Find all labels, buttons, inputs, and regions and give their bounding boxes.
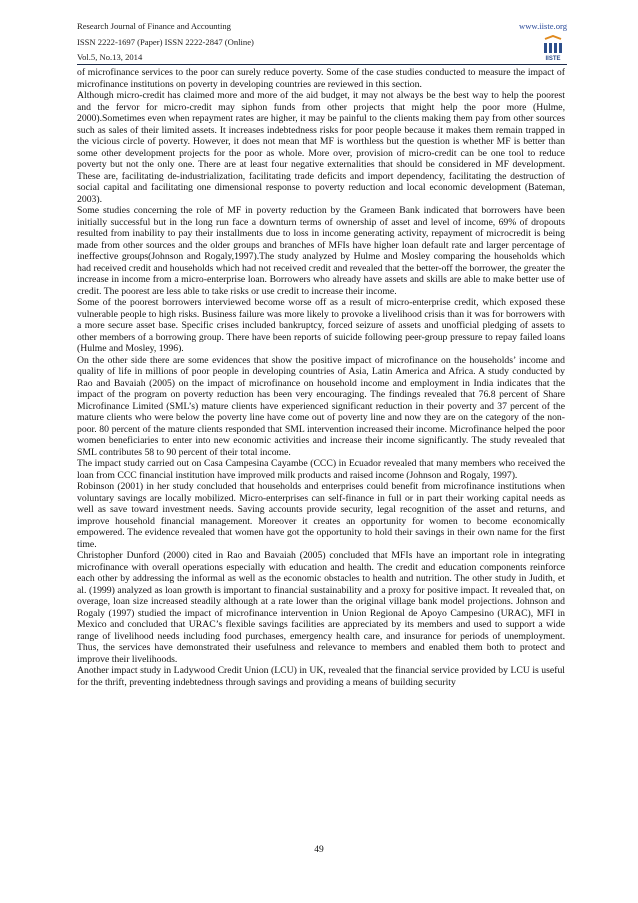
paragraph: Some studies concerning the role of MF in poverty reduction by the Grameen Bank indicated that borrowers have been initially successful but in the long run face a downturn terms of ownership of asset and level of income, 69% of dropouts resulted from inability to pay their installments due to loss in income generating activity, repayment of microcredit is being made from other sources and the older groups and branches of MFIs have higher loan default rate and larger percentage of ineffective groups(Johnson and Rogaly,1997).The study analyzed by Hulme and Mosley comparing the households which had received credit and households which had not received credit and revealed that the better-off the borrower, the greater the increase in income from a micro-enterprise loan. Borrowers who already have assets and skills are able to make better use of credit. The poorest are less able to take risks or use credit to increase their income.	[77, 205, 565, 297]
journal-url-link[interactable]: www.iiste.org	[519, 21, 567, 31]
journal-volume: Vol.5, No.13, 2014	[77, 52, 143, 62]
paragraph: Robinson (2001) in her study concluded that households and enterprises could benefit from microfinance institutions when voluntary savings are locally mobilized. Micro-enterprises can self-finance in full or in part their working capital needs as well as save toward investment needs. Saving accounts provide security, legal recognition of the asset and returns, and improve household financial management. Moreover it creates an opportunity for women to become economically empowered. The evidence revealed that women have got the opportunity to hold their savings in their own name for the first time.	[77, 481, 565, 550]
logo-text: IISTE	[545, 56, 561, 61]
journal-info	[77, 19, 254, 66]
iiste-logo-icon	[541, 35, 565, 61]
journal-issn: ISSN 2222-1697 (Paper) ISSN 2222-2847 (Online)	[77, 36, 254, 47]
page-number: 49	[314, 845, 324, 855]
header-rule	[77, 64, 567, 65]
paragraph: Although micro-credit has claimed more and more of the aid budget, it may not always be the best way to help the poorest and the fervor for micro-credit may siphon funds from other projects that might help the poor more (Hulme, 2000).Sometimes even when repayment rates are higher, it may be painful to the clients making them pay from other sources such as sales of their limited assets. It increases indebtedness risks for poor people because it makes them remain trapped in the vicious circle of poverty. However, it does not mean that MF is worthless but the question is whether MF is better than some other development projects for the poor as whole. More over, provision of micro-credit can be one tool to reduce poverty but not the only one. There are at least four negative externalities that should be considered in MF development. These are, facilitating de-industrialization, facilitating trade deficits and import dependency, facilitating the destruction of social capital and facilitating one dimensional response to poverty reduction and local economic development (Bateman, 2003).	[77, 90, 565, 205]
journal-title: Research Journal of Finance and Accounting	[77, 21, 231, 31]
paragraph: of microfinance services to the poor can surely reduce poverty. Some of the case studies conducted to measure the impact of microfinance institutions on poverty in developing countries are reviewed in this section.	[77, 67, 565, 90]
paragraph: Some of the poorest borrowers interviewed become worse off as a result of micro-enterprise credit, which exposed these vulnerable people to high risks. Business failure was more likely to provoke a livelihood crisis than it was for borrowers with a more secure asset base. Specific crises included bankruptcy, forced seizure of assets and unofficial pledging of assets to other members of a borrowing group. There have been reports of suicide following peer-group pressure to repay failed loans (Hulme and Mosley, 1996).	[77, 297, 565, 354]
paragraph: The impact study carried out on Casa Campesina Cayambe (CCC) in Ecuador revealed that many members who received the loan from CCC financial institution have improved milk products and raised income (Johnson and Rogaly, 1997).	[77, 458, 565, 481]
paragraph: Christopher Dunford (2000) cited in Rao and Bavaiah (2005) concluded that MFIs have an important role in integrating microfinance with overall operations especially with education and health. The credit and education components reinforce each other by addressing the informal as well as the economic obstacles to health and nutrition. The other study in Judith, et al. (1999) analyzed as loan growth is important to financial sustainability and a proxy for positive impact. It revealed that, on overage, loan size increased steadily although at a rate lower than the original village bank model projections. Johnson and Rogaly (1997) studied the impact of microfinance intervention in Union Regional de Apoyo Campesino (URAC), MFI in Mexico and concluded that URAC’s flexible savings facilities are appreciated by its members and used to support a wide range of livelihood needs including food purchases, emergency health care, and insurance for periods of unemployment. Thus, the services have demonstrated their usefulness and relevance to members and enabled them both to protect and improve their livelihoods.	[77, 550, 565, 665]
paragraph: Another impact study in Ladywood Credit Union (LCU) in UK, revealed that the financial service provided by LCU is useful for the thrift, preventing indebtedness through savings and providing a means of building security	[77, 665, 565, 688]
paragraph: On the other side there are some evidences that show the positive impact of microfinance on the households’ income and quality of life in millions of poor people in developing countries of Asia, Latin America and Africa. A study conducted by Rao and Bavaiah (2005) on the impact of microfinance on household income and employment in India indicates that the impact of the program on poverty reduction has been very encouraging. The findings revealed that 76.8 percent of Share Microfinance Limited (SML’s) mature clients have experienced significant reduction in their poverty and 37 percent of the mature clients who were below the poverty line have come out of poverty line and now they are on the category of the non-poor. 80 percent of the mature clients responded that SML intervention increased their income. Microfinance helped the poor women beneficiaries to enter into new economic activities and increase their income significantly. The study revealed that SML contributes 58 to 90 percent of their total income.	[77, 354, 565, 458]
body-text	[77, 67, 565, 842]
